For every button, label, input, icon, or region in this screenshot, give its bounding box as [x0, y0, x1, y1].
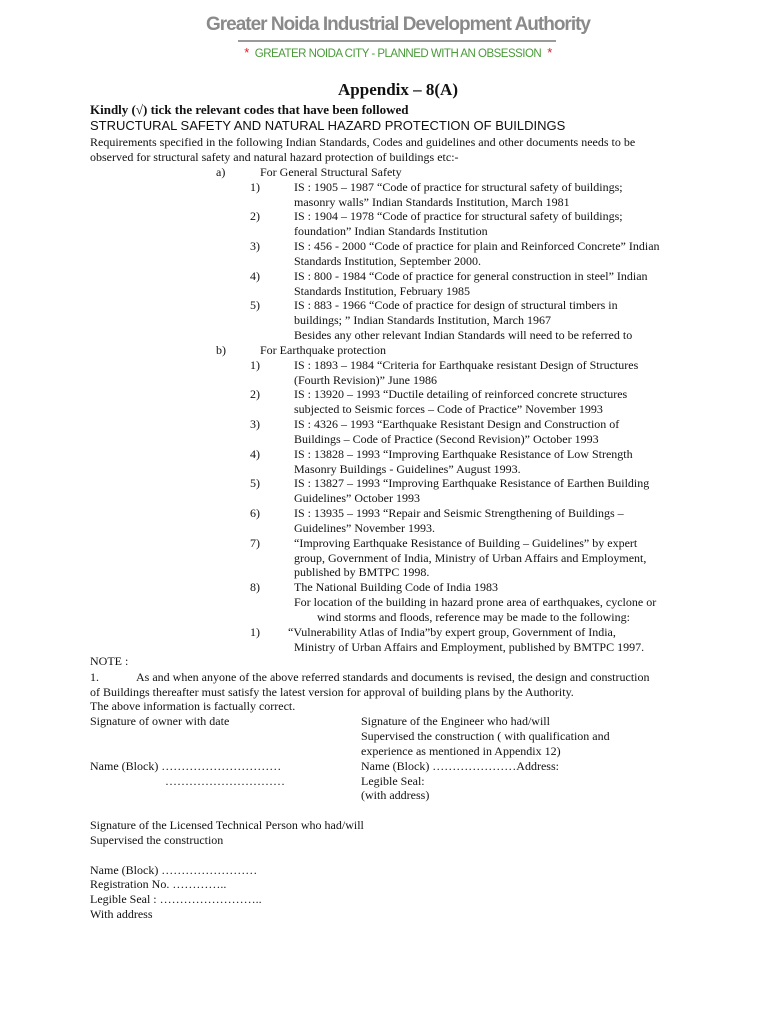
group-a-marker: a) [216, 165, 226, 179]
list-item-text: The National Building Code of India 1983 [294, 580, 498, 594]
hazard-intro: For location of the building in hazard prone area of earthquakes, cyclone or [294, 595, 657, 609]
factual-statement: The above information is factually correct. [90, 699, 296, 713]
list-item-number: 2) [250, 387, 260, 401]
list-item-text: IS : 1905 – 1987 “Code of practice for structural safety of buildings; [294, 180, 623, 194]
ltp-signature-label: Supervised the construction [90, 833, 224, 847]
note-text: of Buildings thereafter must satisfy the latest version for approval of building plans by the Authority. [90, 685, 574, 699]
list-item-text: IS : 800 - 1984 “Code of practice for general construction in steel” Indian [294, 269, 648, 283]
list-item-text: IS : 13920 – 1993 “Ductile detailing of reinforced concrete structures [294, 387, 628, 401]
list-item-text: IS : 883 - 1966 “Code of practice for design of structural timbers in [294, 298, 618, 312]
intro-line: observed for structural safety and natural hazard protection of buildings etc:- [90, 150, 459, 164]
list-item-text: “Improving Earthquake Resistance of Building – Guidelines” by expert [294, 536, 638, 550]
engineer-seal-label: Legible Seal: [361, 774, 425, 788]
list-item-text: Standards Institution, February 1985 [294, 284, 470, 298]
note-number: 1. [90, 670, 99, 684]
list-item-number: 6) [250, 506, 260, 520]
ltp-signature-label: Signature of the Licensed Technical Person who had/will [90, 818, 364, 832]
group-b-marker: b) [216, 343, 226, 357]
list-item-text: published by BMTPC 1998. [294, 565, 430, 579]
list-item-number: 2) [250, 209, 260, 223]
list-item-text: IS : 4326 – 1993 “Earthquake Resistant Design and Construction of [294, 417, 620, 431]
note-text: As and when anyone of the above referred standards and documents is revised, the design and construction [136, 670, 650, 684]
header-rule [238, 40, 556, 42]
list-item-text: IS : 13828 – 1993 “Improving Earthquake Resistance of Low Strength [294, 447, 633, 461]
owner-name-field: Name (Block) ………………………… [90, 759, 282, 773]
list-item-text: foundation” Indian Standards Institution [294, 224, 488, 238]
list-item-text: Buildings – Code of Practice (Second Revision)” October 1993 [294, 432, 599, 446]
list-item-number: 4) [250, 269, 260, 283]
ltp-address-label: With address [90, 907, 153, 921]
list-item-number: 1) [250, 625, 260, 639]
star-icon: * [244, 45, 249, 60]
list-item-text: “Vulnerability Atlas of India”by expert group, Government of India, [288, 625, 616, 639]
list-item-text: IS : 13935 – 1993 “Repair and Seismic Strengthening of Buildings – [294, 506, 624, 520]
list-item-number: 1) [250, 180, 260, 194]
list-item-number: 1) [250, 358, 260, 372]
owner-signature-label: Signature of owner with date [90, 714, 230, 728]
group-b-title: For Earthquake protection [260, 343, 386, 357]
engineer-text: Supervised the construction ( with qualification and [361, 729, 610, 743]
appendix-title: Appendix – 8(A) [338, 80, 458, 99]
group-a-note: Besides any other relevant Indian Standards will need to be referred to [294, 328, 633, 342]
list-item-number: 3) [250, 417, 260, 431]
engineer-address-label: (with address) [361, 788, 430, 802]
list-item-text: Masonry Buildings - Guidelines” August 1993. [294, 462, 521, 476]
ltp-registration-field: Registration No. ………….. [90, 877, 227, 891]
list-item-text: group, Government of India, Ministry of Urban Affairs and Employment, [294, 551, 647, 565]
list-item-number: 8) [250, 580, 260, 594]
list-item-number: 5) [250, 298, 260, 312]
tagline [0, 45, 770, 60]
hazard-intro: wind storms and floods, reference may be made to the following: [317, 610, 630, 624]
list-item-text: masonry walls” Indian Standards Institution, March 1981 [294, 195, 570, 209]
list-item-text: IS : 1904 – 1978 “Code of practice for structural safety of buildings; [294, 209, 623, 223]
group-a-title: For General Structural Safety [260, 165, 402, 179]
list-item-text: buildings; ” Indian Standards Institution, March 1967 [294, 313, 551, 327]
tagline-text: GREATER NOIDA CITY - PLANNED WITH AN OBSESSION [254, 48, 542, 60]
section-heading: STRUCTURAL SAFETY AND NATURAL HAZARD PROTECTION OF BUILDINGS [90, 118, 566, 133]
list-item-text: IS : 1893 – 1984 “Criteria for Earthquake resistant Design of Structures [294, 358, 639, 372]
list-item-text: Standards Institution, September 2000. [294, 254, 481, 268]
kindly-instruction: Kindly (√) tick the relevant codes that have been followed [90, 102, 409, 117]
engineer-signature-label: Signature of the Engineer who had/will [361, 714, 550, 728]
intro-line: Requirements specified in the following Indian Standards, Codes and guidelines and other documents needs to be [90, 135, 636, 149]
org-name: Greater Noida Industrial Development Authority [205, 14, 591, 35]
list-item-text: IS : 13827 – 1993 “Improving Earthquake Resistance of Earthen Building [294, 476, 650, 490]
list-item-text: (Fourth Revision)” June 1986 [294, 373, 437, 387]
engineer-name-field: Name (Block) …………………Address: [361, 759, 559, 773]
list-item-number: 3) [250, 239, 260, 253]
note-label: NOTE : [90, 654, 129, 668]
owner-name-dots: ………………………… [165, 774, 285, 788]
list-item-number: 5) [250, 476, 260, 490]
ltp-seal-field: Legible Seal : …………………….. [90, 892, 262, 906]
star-icon: * [547, 45, 552, 60]
list-item-text: subjected to Seismic forces – Code of Practice” November 1993 [294, 402, 603, 416]
list-item-number: 7) [250, 536, 260, 550]
engineer-text: experience as mentioned in Appendix 12) [361, 744, 561, 758]
list-item-text: Guidelines” November 1993. [294, 521, 435, 535]
ltp-name-field: Name (Block) …………………… [90, 863, 258, 877]
list-item-text: IS : 456 - 2000 “Code of practice for plain and Reinforced Concrete” Indian [294, 239, 660, 253]
list-item-text: Guidelines” October 1993 [294, 491, 420, 505]
list-item-text: Ministry of Urban Affairs and Employment, published by BMTPC 1997. [294, 640, 645, 654]
list-item-number: 4) [250, 447, 260, 461]
